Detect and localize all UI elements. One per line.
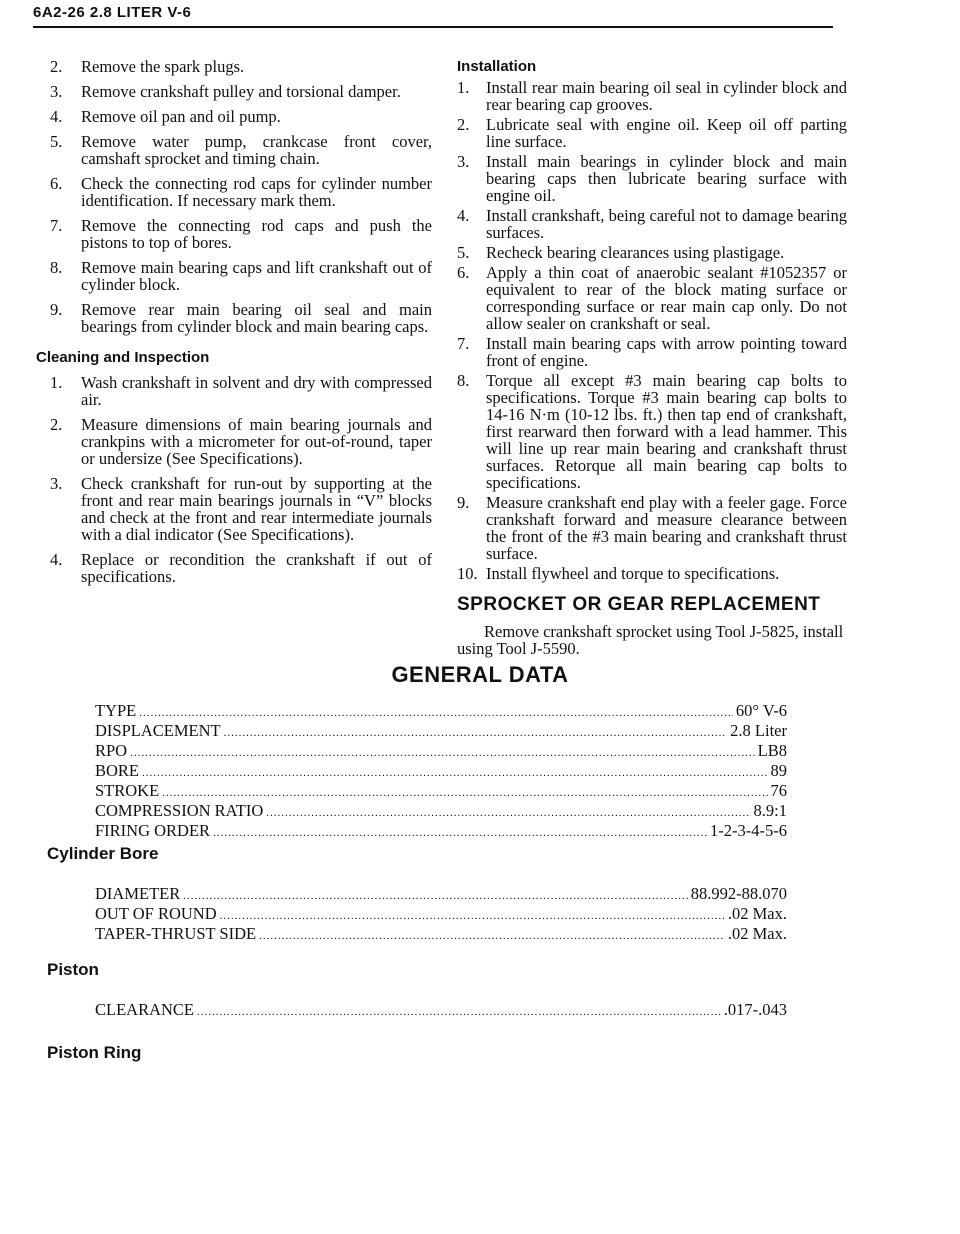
general-data-title: GENERAL DATA — [391, 662, 569, 687]
cylinder-bore-table — [95, 885, 787, 945]
cleaning-step: 2. Measure dimensions of main bearing journals and crankpins with a micrometer for out-of-round, taper or undersize (See Specifications). — [50, 415, 432, 468]
removal-step: 5. Remove water pump, crankcase front cover, camshaft sprocket and timing chain. — [50, 132, 432, 168]
removal-step: 2. Remove the spark plugs. — [50, 57, 245, 76]
right-column — [457, 58, 847, 657]
sprocket-text: Remove crankshaft sprocket using Tool J-5825, install using Tool J-5590. — [457, 622, 844, 658]
installation-heading: Installation — [457, 58, 537, 75]
installation-steps — [457, 79, 847, 582]
header-rule — [33, 26, 833, 28]
page-title: 6A2-26 2.8 LITER V-6 — [33, 4, 192, 21]
installation-step: 5. Recheck bearing clearances using plastigage. — [457, 243, 785, 262]
spec-row: COMPRESSION RATIO ..... 8.9:1 — [95, 802, 787, 822]
piston-table — [95, 1001, 787, 1021]
sprocket-heading: SPROCKET OR GEAR REPLACEMENT — [457, 594, 821, 615]
removal-step: 8. Remove main bearing caps and lift crankshaft out of cylinder block. — [50, 258, 432, 294]
removal-step: 7. Remove the connecting rod caps and push the pistons to top of bores. — [50, 216, 432, 252]
removal-step: 6. Check the connecting rod caps for cylinder number identification. If necessary mark them. — [50, 174, 432, 210]
general-data-table — [95, 702, 787, 842]
installation-step: 2. Lubricate seal with engine oil. Keep oil off parting line surface. — [457, 115, 847, 151]
installation-step: 10. Install flywheel and torque to specifications. — [457, 564, 780, 583]
piston-heading: Piston — [47, 960, 99, 979]
cleaning-steps — [50, 374, 432, 585]
cleaning-step: 4. Replace or recondition the crankshaft if out of specifications. — [50, 550, 432, 586]
left-column — [36, 57, 432, 593]
spec-row: TAPER-THRUST SIDE ..... .02 Max. — [95, 925, 787, 945]
installation-step: 4. Install crankshaft, being careful not to damage bearing surfaces. — [457, 206, 847, 242]
page-header — [33, 4, 833, 21]
installation-step: 8. Torque all except #3 main bearing cap bolts to specifications. Torque #3 main bearing cap bolts to 14-16 N·m (10-12 lbs. ft.) then tap end of crankshaft, first rearward then forward with a lead hammer. This will line up rear main bearing and crankshaft thrust surfaces. Retorque all main bearing cap bolts to specifications. — [457, 371, 847, 492]
removal-step: 4. Remove oil pan and oil pump. — [50, 107, 281, 126]
spec-row: STROKE ..... 76 — [95, 782, 787, 802]
piston-ring-heading: Piston Ring — [47, 1043, 142, 1062]
spec-row: TYPE ..... 60° V-6 — [95, 702, 787, 722]
cleaning-step: 3. Check crankshaft for run-out by supporting at the front and rear main bearings journals in “V” blocks and check at the front and rear intermediate journals with a dial indicator (See Specifications). — [50, 474, 432, 544]
spec-row: DISPLACEMENT ..... 2.8 Liter — [95, 722, 787, 742]
spec-row: RPO ..... LB8 — [95, 742, 787, 762]
spec-row: DIAMETER ..... 88.992-88.070 — [95, 885, 787, 905]
removal-step: 3. Remove crankshaft pulley and torsional damper. — [50, 82, 401, 101]
cleaning-step: 1. Wash crankshaft in solvent and dry with compressed air. — [50, 373, 432, 409]
removal-steps — [50, 58, 432, 335]
spec-row: OUT OF ROUND ..... .02 Max. — [95, 905, 787, 925]
removal-step: 9. Remove rear main bearing oil seal and main bearings from cylinder block and main bearing caps. — [50, 300, 432, 336]
installation-step: 7. Install main bearing caps with arrow pointing toward front of engine. — [457, 334, 847, 370]
installation-step: 1. Install rear main bearing oil seal in cylinder block and rear bearing cap grooves. — [457, 78, 847, 114]
installation-step: 9. Measure crankshaft end play with a feeler gage. Force crankshaft forward and measure clearance between the front of the #3 main bearing and crankshaft thrust surface. — [457, 493, 847, 563]
installation-step: 3. Install main bearings in cylinder block and main bearing caps then lubricate bearing surface with engine oil. — [457, 152, 847, 205]
cleaning-heading: Cleaning and Inspection — [36, 349, 210, 366]
spec-row: BORE ..... 89 — [95, 762, 787, 782]
installation-step: 6. Apply a thin coat of anaerobic sealant #1052357 or equivalent to rear of the block mating surface or corresponding surface or rear main cap only. Do not allow sealer on crankshaft or seal. — [457, 263, 847, 333]
spec-row: CLEARANCE ..... .017-.043 — [95, 1001, 787, 1021]
spec-row: FIRING ORDER ..... 1-2-3-4-5-6 — [95, 822, 787, 842]
cylinder-bore-heading: Cylinder Bore — [47, 844, 159, 863]
